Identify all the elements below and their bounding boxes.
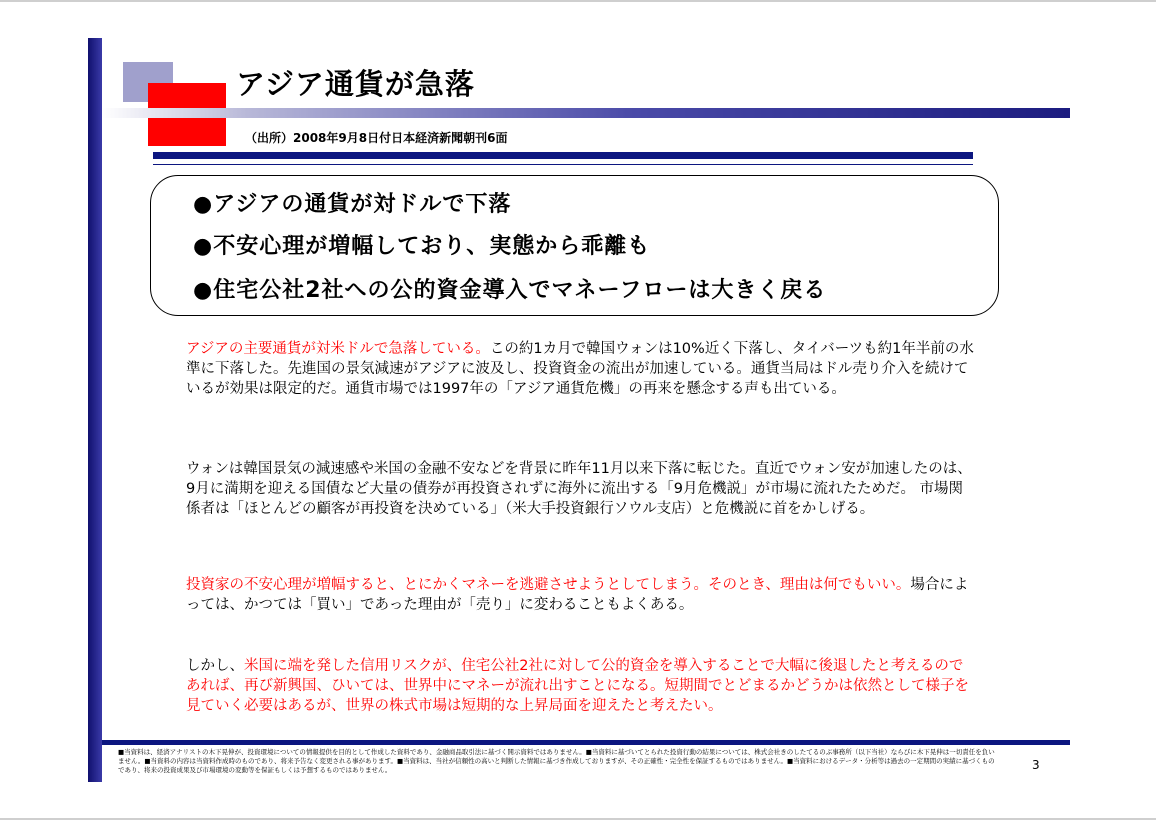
source-citation: （出所）2008年9月8日付日本経済新聞朝刊6面 — [245, 131, 508, 145]
slide-title: アジア通貨が急落 — [236, 67, 475, 101]
paragraph-4 — [186, 656, 976, 716]
key-point: ●不安心理が増幅しており、実態から乖離も — [193, 234, 651, 259]
key-points-box — [150, 175, 999, 316]
paragraph-3 — [186, 575, 976, 615]
disclaimer-text: ■当資料は、経済アナリストの木下晃伸が、投資環境についての情報提供を目的として作成した資料であり、金融商品取引法に基づく開示資料ではありません。■当資料に基づいてとられた投資行動の結果については、株式会社きのしたてるのぶ事務所（以下当社）ならびに木下晃伸は一切責任を負いません。■当資料の内容は当資料作成時のものであり、将来予告なく変更される事があります。■当資料は、当社が信頼性の高いと判断した情報に基づき作成しておりますが、その正確性・完全性を保証するものではありません。■当資料におけるデータ・分析等は過去の一定期間の実績に基づくものであり、将来の投資成果及び市場環境の変動等を保証もしくは予想するものではありません。 — [118, 748, 995, 774]
body-text: この約1カ月で韓国ウォンは10%近く下落し、タイバーツも約1年半前の水準に下落した。先進国の景気減速がアジアに波及し、投資資金の流出が加速している。通貨当局はドル売り介入を続けているが効果は限定的だ。通貨市場では1997年の「アジア通貨危機」の再来を懸念する声も出ている。 — [186, 341, 974, 397]
key-point: ●住宅公社2社への公的資金導入でマネーフローは大きく戻る — [193, 278, 827, 303]
body-text: ウォンは韓国景気の減速感や米国の金融不安などを背景に昨年11月以来下落に転じた。直近でウォン安が加速したのは、9月に満期を迎える国債など大量の債券が再投資されずに海外に流出する「9月危機説」が市場に流れたためだ。 市場関係者は「ほとんどの顧客が再投資を決めている」（米大手投資銀行ソウル支店）と危機説に首をかしげる。 — [186, 461, 972, 517]
key-point: ●アジアの通貨が対ドルで下落 — [193, 192, 512, 217]
page-number: 3 — [1032, 758, 1040, 772]
body-text: しかし、 — [186, 658, 244, 674]
thin-rule — [153, 164, 973, 165]
left-accent-bar — [88, 38, 102, 782]
paragraph-1 — [186, 339, 976, 399]
title-gradient-bar — [102, 108, 1070, 118]
highlight-text: アジアの主要通貨が対米ドルで急落している。 — [186, 341, 490, 357]
footer-rule — [102, 740, 1070, 745]
highlight-text: 投資家の不安心理が増幅すると、とにかくマネーを逃避させようとしてしまう。そのとき、理由は何でもいい。 — [186, 577, 911, 593]
highlight-text: 米国に端を発した信用リスクが、住宅公社2社に対して公的資金を導入することで大幅に後退したと考えるのであれば、再び新興国、ひいては、世界中にマネーが流れ出すことになる。短期間でとどまるかどうかは依然として様子を見ていく必要はあるが、世界の株式市場は短期的な上昇局面を迎えたと考えたい。 — [186, 658, 969, 714]
top-border — [0, 0, 1156, 2]
paragraph-2 — [186, 459, 976, 519]
navy-rule — [153, 152, 973, 159]
body-text: 場合によっては、かつては「買い」であった理由が「売り」に変わることもよくある。 — [186, 577, 969, 613]
